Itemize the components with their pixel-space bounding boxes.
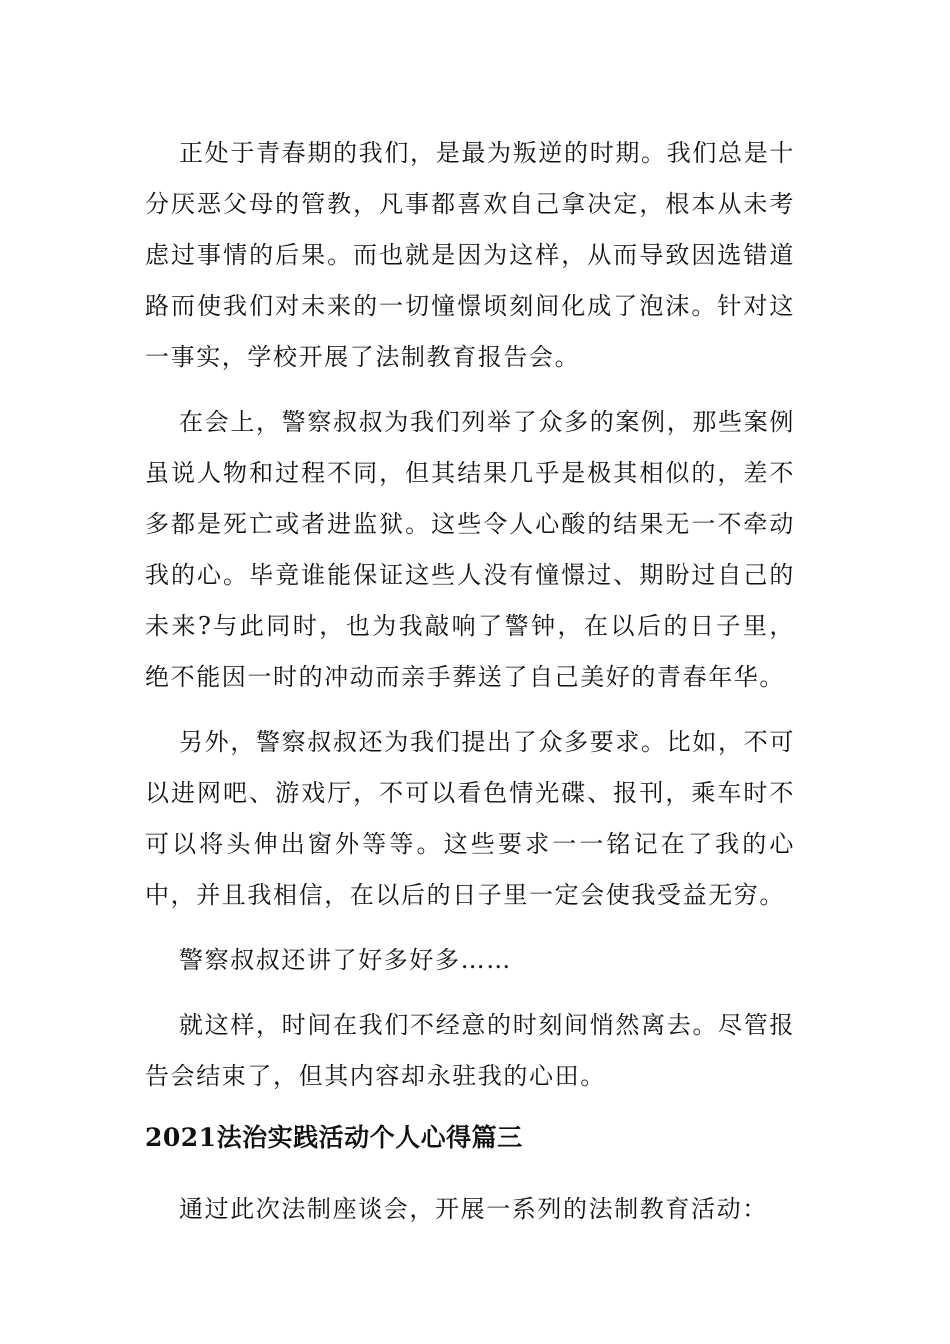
paragraph-1: 正处于青春期的我们，是最为叛逆的时期。我们总是十分厌恶父母的管教，凡事都喜欢自己拿决定，根本从未考虑过事情的后果。而也就是因为这样，从而导致因选错道路而使我们对未来的一切憧憬顷刻间化成了泡沫。针对这一事实，学校开展了法制教育报告会。 [145,139,795,371]
document-body [145,128,795,1249]
paragraph-6: 通过此次法制座谈会，开展一系列的法制教育活动： [179,1195,768,1223]
paragraph-2: 在会上，警察叔叔为我们列举了众多的案例，那些案例虽说人物和过程不同，但其结果几乎是极其相似的，差不多都是死亡或者进监狱。这些令人心酸的结果无一不牵动我的心。毕竟谁能保证这些人没有憧憬过、期盼过自己的未来?与此同时，也为我敲响了警钟，在以后的日子里，绝不能因一时的冲动而亲手葬送了自己美好的青春年华。 [145,408,795,691]
paragraph-5: 就这样，时间在我们不经意的时刻间悄然离去。尽管报告会结束了，但其内容却永驻我的心田。 [145,1011,795,1090]
paragraph-3: 另外，警察叔叔还为我们提出了众多要求。比如，不可以进网吧、游戏厅，不可以看色情光碟、报刊，乘车时不可以将头伸出窗外等等。这些要求一一铭记在了我的心中，并且我相信，在以后的日子里一定会使我受益无穷。 [145,728,795,909]
section-heading: 2021法治实践活动个人心得篇三 [145,1123,523,1152]
paragraph-4: 警察叔叔还讲了好多好多…… [179,946,512,974]
